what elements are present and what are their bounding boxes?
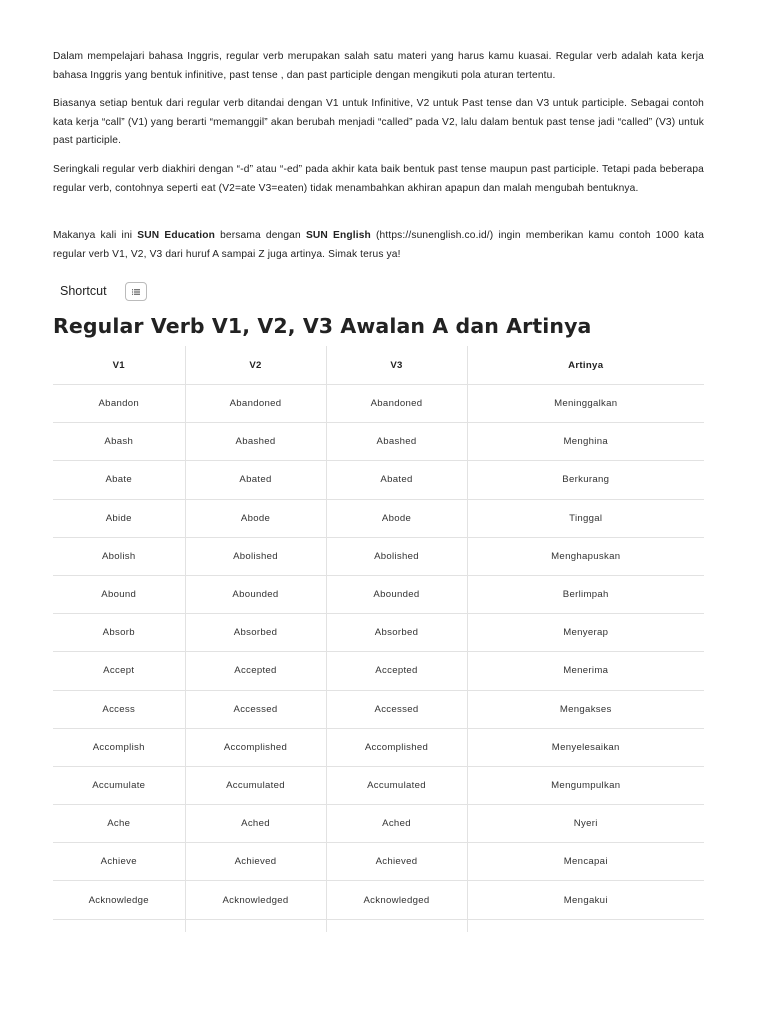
cell-v3: Ached xyxy=(326,805,467,843)
table-row xyxy=(53,575,704,613)
table-row xyxy=(53,728,704,766)
table-row xyxy=(53,614,704,652)
cell-v3: Accomplished xyxy=(326,728,467,766)
cell-v1: Access xyxy=(53,690,185,728)
shortcut-label: Shortcut xyxy=(60,283,107,298)
table-row xyxy=(53,652,704,690)
cell-v3: Accepted xyxy=(326,652,467,690)
cell-v2: Accepted xyxy=(185,652,326,690)
cell-v1: Ache xyxy=(53,805,185,843)
cell-v1: Abolish xyxy=(53,537,185,575)
table-row xyxy=(53,766,704,804)
table-row xyxy=(53,537,704,575)
cell-v3: Abode xyxy=(326,499,467,537)
cell-artinya: Mengakui xyxy=(467,881,704,919)
cell-v3: Absorbed xyxy=(326,614,467,652)
regular-verb-table xyxy=(53,346,704,932)
list-icon xyxy=(132,287,140,297)
empty-cell xyxy=(185,919,326,932)
example-paragraph: Biasanya setiap bentuk dari regular verb ditandai dengan V1 untuk Infinitive, V2 untuk Past tense dan V3 untuk participle. Sebagai contoh kata kerja “call” (V1) yang berarti “memanggil” akan berubah menjadi “called” pada V2, lalu dalam bentuk past tense jadi “called” (V3) untuk past participle. xyxy=(53,98,704,146)
cell-artinya: Nyeri xyxy=(467,805,704,843)
cell-v3: Accumulated xyxy=(326,766,467,804)
table-body xyxy=(53,385,704,932)
cell-v2: Accessed xyxy=(185,690,326,728)
cell-v2: Abashed xyxy=(185,423,326,461)
cell-v2: Abated xyxy=(185,461,326,499)
closing-paragraph xyxy=(53,227,704,264)
header-v3: V3 xyxy=(326,346,467,385)
table-row-partial xyxy=(53,919,704,932)
cell-v1: Abate xyxy=(53,461,185,499)
header-v2: V2 xyxy=(185,346,326,385)
table-row xyxy=(53,461,704,499)
closing-text-end: (https://sunenglish.co.id/) ingin memberikan kamu contoh 1000 kata regular verb V1, V2, V3 dari huruf A sampai Z juga artinya. Simak terus ya! xyxy=(53,230,705,260)
table-row xyxy=(53,805,704,843)
brand-sun-english: SUN English xyxy=(305,230,371,241)
cell-v2: Abounded xyxy=(185,575,326,613)
cell-v2: Accomplished xyxy=(185,728,326,766)
cell-v2: Acknowledged xyxy=(185,881,326,919)
cell-artinya: Tinggal xyxy=(467,499,704,537)
table-header-row xyxy=(53,346,704,385)
cell-v2: Abode xyxy=(185,499,326,537)
intro-paragraph: Dalam mempelajari bahasa Inggris, regular verb merupakan salah satu materi yang harus kamu kuasai. Regular verb adalah kata kerja bahasa Inggris yang bentuk infinitive, past tense , dan past participle dengan mengikuti pola aturan tertentu. xyxy=(53,51,704,81)
table-row xyxy=(53,690,704,728)
cell-v1: Abide xyxy=(53,499,185,537)
cell-artinya: Menyelesaikan xyxy=(467,728,704,766)
section-heading: Regular Verb V1, V2, V3 Awalan A dan Artinya xyxy=(53,314,592,338)
cell-v1: Abash xyxy=(53,423,185,461)
header-v1: V1 xyxy=(53,346,185,385)
table-row xyxy=(53,843,704,881)
cell-v1: Abandon xyxy=(53,385,185,423)
cell-artinya: Menerima xyxy=(467,652,704,690)
table-row xyxy=(53,385,704,423)
cell-v2: Achieved xyxy=(185,843,326,881)
closing-text-mid: bersama dengan xyxy=(214,230,306,241)
cell-v1: Abound xyxy=(53,575,185,613)
cell-artinya: Berlimpah xyxy=(467,575,704,613)
header-artinya: Artinya xyxy=(467,346,704,385)
cell-v1: Acknowledge xyxy=(53,881,185,919)
cell-v2: Abandoned xyxy=(185,385,326,423)
cell-artinya: Meninggalkan xyxy=(467,385,704,423)
cell-v2: Accumulated xyxy=(185,766,326,804)
cell-v3: Abandoned xyxy=(326,385,467,423)
cell-v3: Abolished xyxy=(326,537,467,575)
cell-v1: Accomplish xyxy=(53,728,185,766)
cell-v1: Achieve xyxy=(53,843,185,881)
cell-v2: Absorbed xyxy=(185,614,326,652)
cell-artinya: Mencapai xyxy=(467,843,704,881)
cell-artinya: Menghina xyxy=(467,423,704,461)
cell-v3: Abounded xyxy=(326,575,467,613)
table-row xyxy=(53,499,704,537)
cell-v1: Accept xyxy=(53,652,185,690)
cell-artinya: Berkurang xyxy=(467,461,704,499)
cell-v2: Abolished xyxy=(185,537,326,575)
table-row xyxy=(53,423,704,461)
irregular-note-paragraph: Seringkali regular verb diakhiri dengan “-d” atau “-ed” pada akhir kata baik bentuk past tense maupun past participle. Tetapi pada beberapa regular verb, contohnya seperti eat (V2=ate V3=eaten) tidak menambahkan akhiran apapun dan malah mengubah bentuknya. xyxy=(53,164,704,194)
cell-v3: Acknowledged xyxy=(326,881,467,919)
cell-v1: Accumulate xyxy=(53,766,185,804)
cell-artinya: Menyerap xyxy=(467,614,704,652)
closing-text-start: Makanya kali ini xyxy=(53,230,138,241)
cell-artinya: Mengakses xyxy=(467,690,704,728)
cell-v1: Absorb xyxy=(53,614,185,652)
cell-v3: Abashed xyxy=(326,423,467,461)
empty-cell xyxy=(326,919,467,932)
empty-cell xyxy=(53,919,185,932)
table-row xyxy=(53,881,704,919)
cell-v2: Ached xyxy=(185,805,326,843)
cell-v3: Achieved xyxy=(326,843,467,881)
cell-v3: Accessed xyxy=(326,690,467,728)
cell-artinya: Mengumpulkan xyxy=(467,766,704,804)
cell-v3: Abated xyxy=(326,461,467,499)
brand-sun-education: SUN Education xyxy=(137,230,215,241)
toc-toggle-button[interactable] xyxy=(125,282,147,301)
empty-cell xyxy=(467,919,704,932)
shortcut-toc xyxy=(60,280,147,301)
cell-artinya: Menghapuskan xyxy=(467,537,704,575)
